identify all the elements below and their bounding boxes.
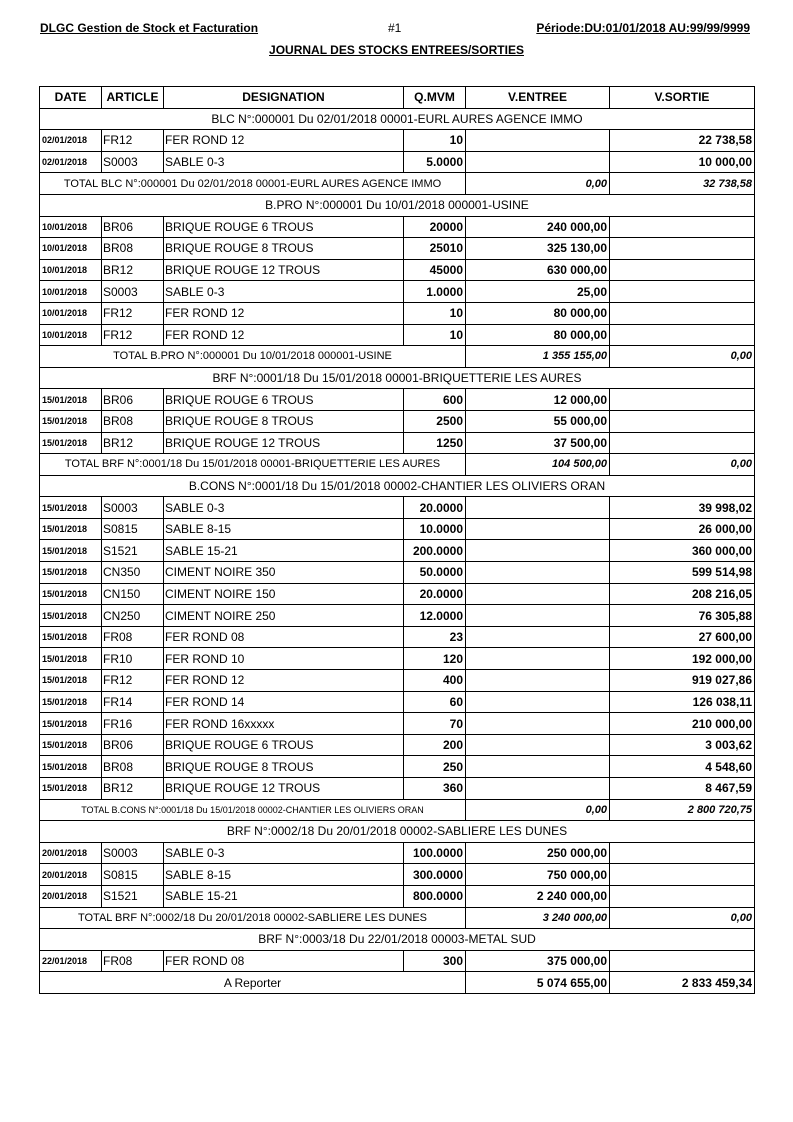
document-group-header: [40, 108, 755, 130]
row-value-sortie: 4 548,60: [610, 756, 755, 778]
row-designation: SABLE 0-3: [164, 281, 404, 303]
row-designation: CIMENT NOIRE 250: [164, 605, 404, 627]
journal-body: [40, 108, 755, 993]
document-total-entree: 0,00: [466, 799, 610, 821]
row-value-sortie: [610, 324, 755, 346]
document-total-sortie: 0,00: [610, 907, 755, 929]
row-value-entree: 55 000,00: [466, 410, 610, 432]
row-value-sortie: 210 000,00: [610, 713, 755, 735]
row-value-entree: [466, 151, 610, 173]
column-header-entree: V.ENTREE: [466, 87, 610, 109]
table-row: [40, 583, 755, 605]
row-quantity: 5.0000: [404, 151, 466, 173]
row-quantity: 70: [404, 713, 466, 735]
row-value-sortie: 26 000,00: [610, 518, 755, 540]
row-value-sortie: [610, 259, 755, 281]
document-group-title: B.CONS N°:0001/18 Du 15/01/2018 00002-CHANTIER LES OLIVIERS ORAN: [40, 475, 755, 497]
row-date: 20/01/2018: [40, 842, 102, 864]
document-total-row: [40, 454, 755, 476]
row-designation: BRIQUE ROUGE 6 TROUS: [164, 734, 404, 756]
row-value-entree: [466, 626, 610, 648]
row-designation: FER ROND 12: [164, 670, 404, 692]
document-group-header: [40, 929, 755, 951]
row-value-entree: 250 000,00: [466, 842, 610, 864]
document-group-header: [40, 367, 755, 389]
row-value-sortie: 360 000,00: [610, 540, 755, 562]
row-value-sortie: [610, 950, 755, 972]
row-quantity: 20.0000: [404, 497, 466, 519]
row-designation: FER ROND 10: [164, 648, 404, 670]
row-designation: BRIQUE ROUGE 12 TROUS: [164, 259, 404, 281]
document-total-label: TOTAL B.PRO N°:000001 Du 10/01/2018 000001-USINE: [40, 346, 466, 368]
table-row: [40, 281, 755, 303]
row-value-entree: [466, 583, 610, 605]
page-number: #1: [388, 21, 402, 35]
row-quantity: 120: [404, 648, 466, 670]
table-row: [40, 389, 755, 411]
carry-forward-row: [40, 972, 755, 994]
row-value-entree: [466, 778, 610, 800]
row-date: 15/01/2018: [40, 583, 102, 605]
row-article: FR12: [102, 302, 164, 324]
row-date: 15/01/2018: [40, 648, 102, 670]
report-period: Période:DU:01/01/2018 AU:99/99/9999: [536, 21, 750, 35]
table-row: [40, 778, 755, 800]
row-value-sortie: 76 305,88: [610, 605, 755, 627]
row-date: 20/01/2018: [40, 885, 102, 907]
row-quantity: 100.0000: [404, 842, 466, 864]
row-designation: SABLE 0-3: [164, 842, 404, 864]
row-date: 15/01/2018: [40, 518, 102, 540]
row-designation: SABLE 15-21: [164, 885, 404, 907]
row-designation: FER ROND 12: [164, 324, 404, 346]
row-article: S0003: [102, 842, 164, 864]
row-value-entree: 375 000,00: [466, 950, 610, 972]
row-value-entree: 37 500,00: [466, 432, 610, 454]
table-row: [40, 130, 755, 152]
row-value-entree: [466, 756, 610, 778]
row-designation: FER ROND 08: [164, 626, 404, 648]
row-quantity: 23: [404, 626, 466, 648]
row-value-sortie: 599 514,98: [610, 562, 755, 584]
column-header-article: ARTICLE: [102, 87, 164, 109]
row-quantity: 10: [404, 302, 466, 324]
row-date: 15/01/2018: [40, 432, 102, 454]
row-value-entree: 12 000,00: [466, 389, 610, 411]
document-total-row: [40, 173, 755, 195]
row-value-sortie: 27 600,00: [610, 626, 755, 648]
row-quantity: 60: [404, 691, 466, 713]
row-date: 10/01/2018: [40, 324, 102, 346]
table-row: [40, 950, 755, 972]
row-value-entree: 80 000,00: [466, 302, 610, 324]
row-article: FR12: [102, 130, 164, 152]
row-article: BR12: [102, 259, 164, 281]
journal-title: JOURNAL DES STOCKS ENTREES/SORTIES: [269, 43, 524, 57]
row-date: 10/01/2018: [40, 238, 102, 260]
row-value-sortie: [610, 885, 755, 907]
table-row: [40, 497, 755, 519]
row-quantity: 20.0000: [404, 583, 466, 605]
row-date: 02/01/2018: [40, 151, 102, 173]
carry-forward-label: A Reporter: [40, 972, 466, 994]
row-value-entree: 630 000,00: [466, 259, 610, 281]
row-quantity: 600: [404, 389, 466, 411]
row-value-sortie: 192 000,00: [610, 648, 755, 670]
row-article: FR10: [102, 648, 164, 670]
table-row: [40, 648, 755, 670]
row-value-sortie: 3 003,62: [610, 734, 755, 756]
document-group-header: [40, 194, 755, 216]
document-group-header: [40, 475, 755, 497]
row-date: 22/01/2018: [40, 950, 102, 972]
document-total-sortie: 2 800 720,75: [610, 799, 755, 821]
row-value-entree: 750 000,00: [466, 864, 610, 886]
row-value-entree: [466, 497, 610, 519]
row-value-sortie: [610, 302, 755, 324]
row-value-entree: [466, 713, 610, 735]
row-article: BR06: [102, 216, 164, 238]
document-group-title: BRF N°:0003/18 Du 22/01/2018 00003-METAL SUD: [40, 929, 755, 951]
column-header-sortie: V.SORTIE: [610, 87, 755, 109]
column-header-qty: Q.MVM: [404, 87, 466, 109]
document-group-title: BLC N°:000001 Du 02/01/2018 00001-EURL AURES AGENCE IMMO: [40, 108, 755, 130]
row-article: CN350: [102, 562, 164, 584]
row-article: CN150: [102, 583, 164, 605]
row-designation: BRIQUE ROUGE 8 TROUS: [164, 410, 404, 432]
document-total-entree: 1 355 155,00: [466, 346, 610, 368]
row-article: FR14: [102, 691, 164, 713]
row-article: S1521: [102, 885, 164, 907]
row-value-sortie: [610, 432, 755, 454]
row-date: 15/01/2018: [40, 691, 102, 713]
row-value-entree: 25,00: [466, 281, 610, 303]
row-value-entree: 325 130,00: [466, 238, 610, 260]
row-quantity: 250: [404, 756, 466, 778]
row-article: FR12: [102, 324, 164, 346]
row-article: BR12: [102, 432, 164, 454]
row-value-sortie: [610, 410, 755, 432]
row-designation: SABLE 15-21: [164, 540, 404, 562]
row-designation: FER ROND 14: [164, 691, 404, 713]
row-quantity: 50.0000: [404, 562, 466, 584]
row-designation: FER ROND 08: [164, 950, 404, 972]
row-quantity: 400: [404, 670, 466, 692]
table-row: [40, 864, 755, 886]
row-designation: FER ROND 12: [164, 302, 404, 324]
row-date: 10/01/2018: [40, 259, 102, 281]
document-total-label: TOTAL BLC N°:000001 Du 02/01/2018 00001-EURL AURES AGENCE IMMO: [40, 173, 466, 195]
table-row: [40, 410, 755, 432]
row-value-entree: [466, 605, 610, 627]
row-article: S0815: [102, 864, 164, 886]
row-article: CN250: [102, 605, 164, 627]
row-value-sortie: 22 738,58: [610, 130, 755, 152]
row-article: BR08: [102, 410, 164, 432]
carry-forward-entree: 5 074 655,00: [466, 972, 610, 994]
row-article: FR08: [102, 950, 164, 972]
row-value-sortie: [610, 281, 755, 303]
row-date: 15/01/2018: [40, 626, 102, 648]
document-group-title: BRF N°:0002/18 Du 20/01/2018 00002-SABLIERE LES DUNES: [40, 821, 755, 843]
table-row: [40, 691, 755, 713]
column-header-designation: DESIGNATION: [164, 87, 404, 109]
row-article: FR08: [102, 626, 164, 648]
row-value-entree: [466, 691, 610, 713]
row-date: 20/01/2018: [40, 864, 102, 886]
row-article: BR06: [102, 734, 164, 756]
document-total-label: TOTAL BRF N°:0001/18 Du 15/01/2018 00001-BRIQUETTERIE LES AURES: [40, 454, 466, 476]
table-row: [40, 626, 755, 648]
row-quantity: 25010: [404, 238, 466, 260]
row-date: 10/01/2018: [40, 281, 102, 303]
table-row: [40, 432, 755, 454]
row-quantity: 1.0000: [404, 281, 466, 303]
table-row: [40, 756, 755, 778]
row-value-sortie: [610, 238, 755, 260]
row-date: 02/01/2018: [40, 130, 102, 152]
row-quantity: 1250: [404, 432, 466, 454]
row-value-sortie: 126 038,11: [610, 691, 755, 713]
row-value-entree: [466, 130, 610, 152]
row-quantity: 10.0000: [404, 518, 466, 540]
table-row: [40, 216, 755, 238]
document-total-row: [40, 799, 755, 821]
table-row: [40, 842, 755, 864]
row-quantity: 300.0000: [404, 864, 466, 886]
row-quantity: 45000: [404, 259, 466, 281]
row-quantity: 200: [404, 734, 466, 756]
row-value-entree: 2 240 000,00: [466, 885, 610, 907]
row-value-entree: [466, 670, 610, 692]
row-article: S0815: [102, 518, 164, 540]
row-value-entree: [466, 648, 610, 670]
row-date: 15/01/2018: [40, 778, 102, 800]
table-row: [40, 238, 755, 260]
row-quantity: 200.0000: [404, 540, 466, 562]
document-total-entree: 3 240 000,00: [466, 907, 610, 929]
table-header-row: [40, 87, 755, 109]
row-value-sortie: [610, 842, 755, 864]
row-article: BR12: [102, 778, 164, 800]
row-date: 10/01/2018: [40, 216, 102, 238]
document-total-row: [40, 907, 755, 929]
row-value-sortie: [610, 216, 755, 238]
stock-journal-table: [39, 86, 755, 994]
row-date: 15/01/2018: [40, 756, 102, 778]
row-designation: SABLE 0-3: [164, 497, 404, 519]
row-designation: CIMENT NOIRE 350: [164, 562, 404, 584]
document-total-sortie: 0,00: [610, 454, 755, 476]
row-quantity: 10: [404, 324, 466, 346]
row-quantity: 10: [404, 130, 466, 152]
row-quantity: 360: [404, 778, 466, 800]
row-value-sortie: 208 216,05: [610, 583, 755, 605]
row-designation: SABLE 8-15: [164, 518, 404, 540]
table-row: [40, 734, 755, 756]
table-row: [40, 302, 755, 324]
row-date: 15/01/2018: [40, 562, 102, 584]
row-article: S0003: [102, 281, 164, 303]
row-value-entree: 240 000,00: [466, 216, 610, 238]
row-designation: FER ROND 12: [164, 130, 404, 152]
row-designation: BRIQUE ROUGE 6 TROUS: [164, 389, 404, 411]
table-row: [40, 151, 755, 173]
row-value-entree: 80 000,00: [466, 324, 610, 346]
row-article: BR08: [102, 756, 164, 778]
app-title: DLGC Gestion de Stock et Facturation: [40, 21, 259, 35]
table-row: [40, 713, 755, 735]
document-total-label: TOTAL BRF N°:0002/18 Du 20/01/2018 00002-SABLIERE LES DUNES: [40, 907, 466, 929]
row-value-sortie: 39 998,02: [610, 497, 755, 519]
row-article: S0003: [102, 497, 164, 519]
document-total-sortie: 0,00: [610, 346, 755, 368]
row-date: 15/01/2018: [40, 410, 102, 432]
row-value-entree: [466, 734, 610, 756]
document-group-title: B.PRO N°:000001 Du 10/01/2018 000001-USINE: [40, 194, 755, 216]
document-total-label: TOTAL B.CONS N°:0001/18 Du 15/01/2018 00002-CHANTIER LES OLIVIERS ORAN: [40, 799, 466, 821]
row-value-sortie: [610, 389, 755, 411]
row-quantity: 800.0000: [404, 885, 466, 907]
row-quantity: 12.0000: [404, 605, 466, 627]
table-row: [40, 885, 755, 907]
row-date: 15/01/2018: [40, 670, 102, 692]
row-date: 15/01/2018: [40, 540, 102, 562]
table-row: [40, 259, 755, 281]
row-value-entree: [466, 540, 610, 562]
document-total-sortie: 32 738,58: [610, 173, 755, 195]
row-value-entree: [466, 562, 610, 584]
row-article: BR06: [102, 389, 164, 411]
row-date: 15/01/2018: [40, 605, 102, 627]
table-row: [40, 562, 755, 584]
table-row: [40, 324, 755, 346]
row-designation: BRIQUE ROUGE 8 TROUS: [164, 756, 404, 778]
row-date: 15/01/2018: [40, 389, 102, 411]
row-date: 15/01/2018: [40, 713, 102, 735]
row-quantity: 2500: [404, 410, 466, 432]
table-row: [40, 670, 755, 692]
row-article: S1521: [102, 540, 164, 562]
row-value-entree: [466, 518, 610, 540]
document-group-title: BRF N°:0001/18 Du 15/01/2018 00001-BRIQUETTERIE LES AURES: [40, 367, 755, 389]
row-date: 15/01/2018: [40, 734, 102, 756]
table-row: [40, 540, 755, 562]
table-row: [40, 605, 755, 627]
row-designation: BRIQUE ROUGE 6 TROUS: [164, 216, 404, 238]
document-total-entree: 0,00: [466, 173, 610, 195]
row-value-sortie: [610, 864, 755, 886]
row-value-sortie: 919 027,86: [610, 670, 755, 692]
document-total-entree: 104 500,00: [466, 454, 610, 476]
table-row: [40, 518, 755, 540]
row-value-sortie: 8 467,59: [610, 778, 755, 800]
row-designation: FER ROND 16xxxxx: [164, 713, 404, 735]
row-designation: SABLE 8-15: [164, 864, 404, 886]
row-date: 15/01/2018: [40, 497, 102, 519]
row-article: S0003: [102, 151, 164, 173]
row-article: FR12: [102, 670, 164, 692]
row-value-sortie: 10 000,00: [610, 151, 755, 173]
row-quantity: 20000: [404, 216, 466, 238]
row-article: BR08: [102, 238, 164, 260]
document-group-header: [40, 821, 755, 843]
row-designation: BRIQUE ROUGE 12 TROUS: [164, 432, 404, 454]
column-header-date: DATE: [40, 87, 102, 109]
row-designation: BRIQUE ROUGE 8 TROUS: [164, 238, 404, 260]
document-total-row: [40, 346, 755, 368]
row-designation: SABLE 0-3: [164, 151, 404, 173]
row-article: FR16: [102, 713, 164, 735]
carry-forward-sortie: 2 833 459,34: [610, 972, 755, 994]
row-designation: BRIQUE ROUGE 12 TROUS: [164, 778, 404, 800]
row-quantity: 300: [404, 950, 466, 972]
row-date: 10/01/2018: [40, 302, 102, 324]
row-designation: CIMENT NOIRE 150: [164, 583, 404, 605]
